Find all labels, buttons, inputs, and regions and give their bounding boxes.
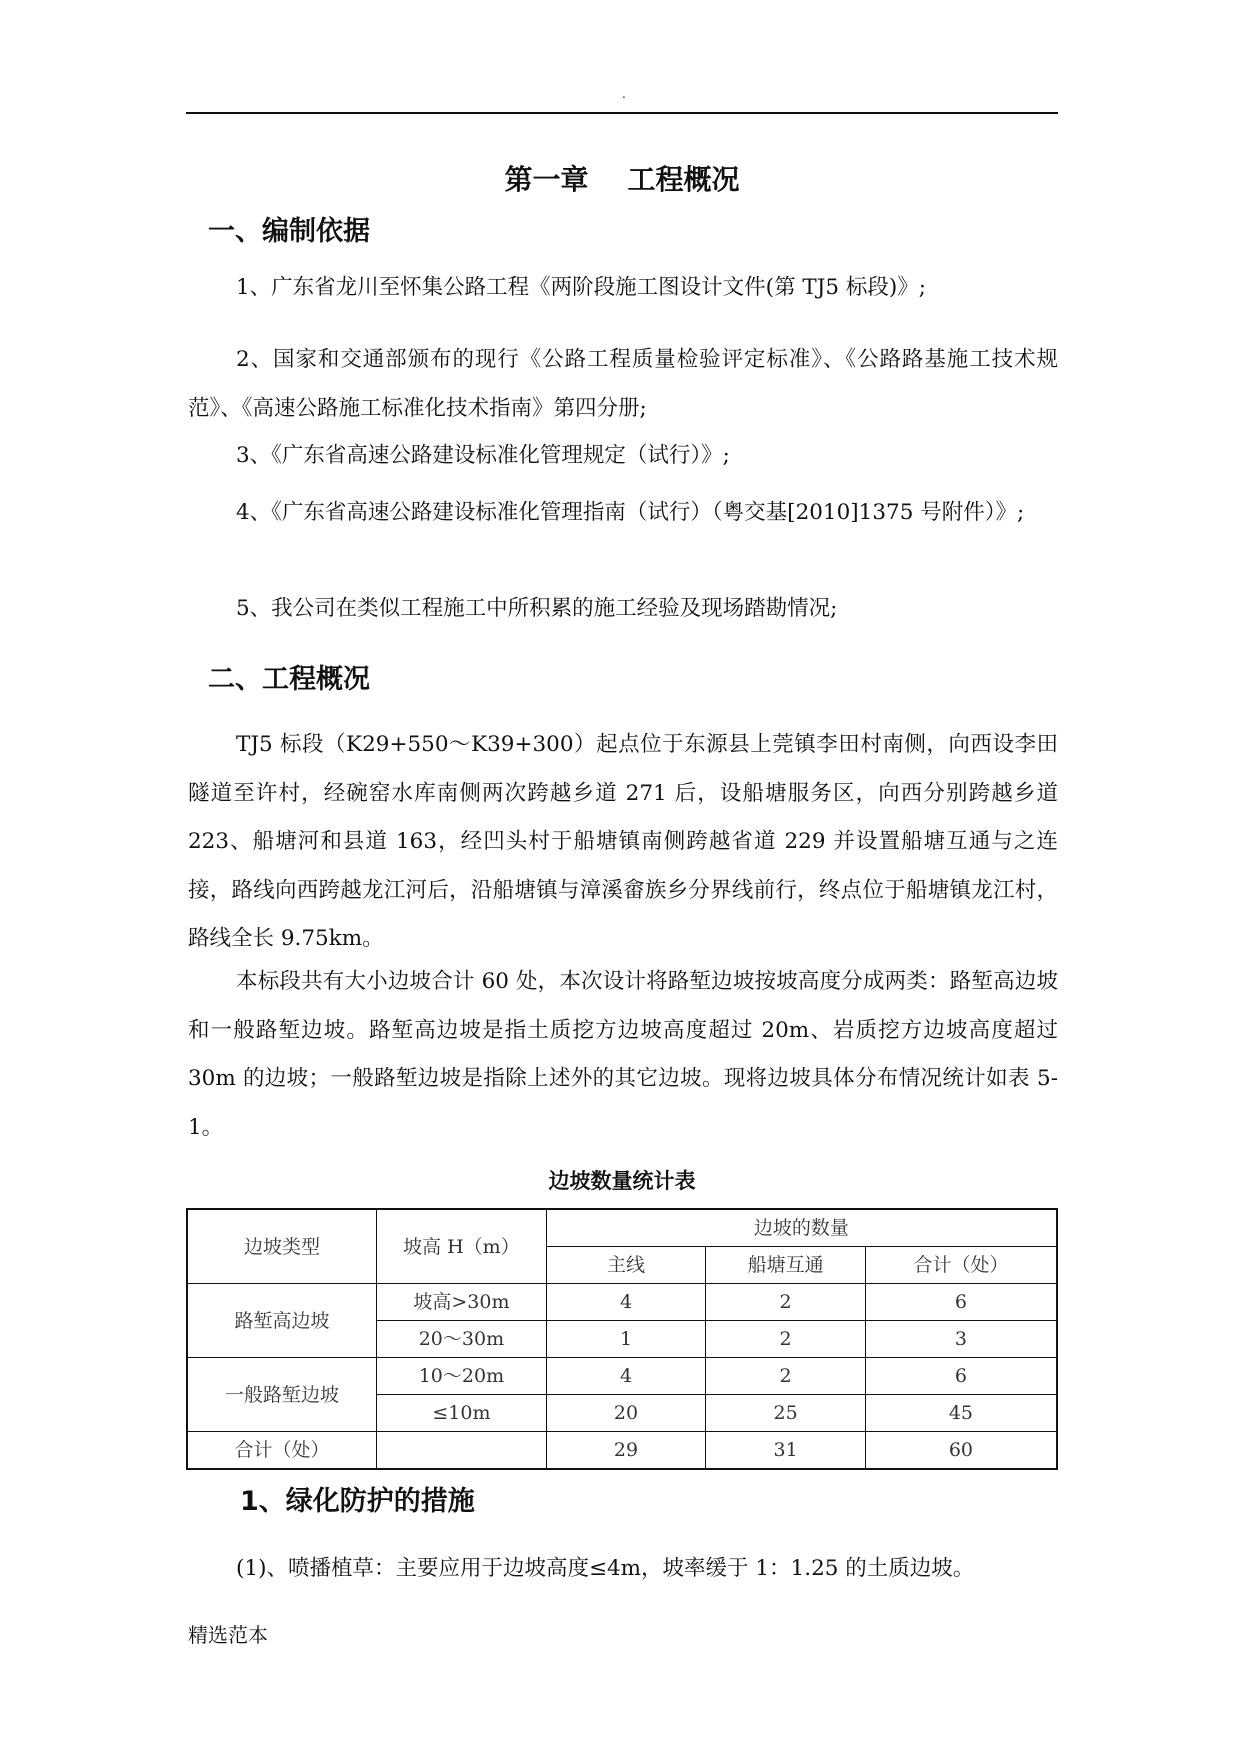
greening-paragraph-1: (1)、喷播植草：主要应用于边坡高度≤4m，坡率缓于 1：1.25 的土质边坡。 (236, 1556, 975, 1581)
chapter-title: 第一章 工程概况 (504, 163, 740, 196)
height-cell: ≤10m (377, 1395, 547, 1432)
table-caption: 边坡数量统计表 (548, 1169, 696, 1193)
header-rule (186, 112, 1058, 114)
height-cell (377, 1432, 547, 1470)
mainline-cell: 29 (546, 1432, 706, 1470)
total-cell: 3 (865, 1321, 1057, 1358)
table-row (187, 1358, 1057, 1395)
basis-item-2: 2、国家和交通部颁布的现行《公路工程质量检验评定标准》、《公路路基施工技术规范》、《高速公路施工标准化技术指南》第四分册; (188, 347, 1058, 421)
total-cell: 45 (865, 1395, 1057, 1432)
section-heading-overview: 二、工程概况 (208, 664, 370, 695)
section-heading-basis: 一、编制依据 (208, 216, 370, 247)
height-cell: 10～20m (377, 1358, 547, 1395)
header-count-group: 边坡的数量 (546, 1209, 1057, 1247)
basis-item-1: 1、广东省龙川至怀集公路工程《两阶段施工图设计文件(第 TJ5 标段)》; (236, 275, 927, 300)
mainline-cell: 4 (546, 1358, 706, 1395)
table-header-row (187, 1209, 1057, 1247)
basis-item-3: 3、《广东省高速公路建设标准化管理规定（试行）》; (236, 443, 730, 468)
subsection-heading-greening: 1、绿化防护的措施 (240, 1486, 475, 1517)
header-total: 合计（处） (865, 1247, 1057, 1284)
group-type-cell: 一般路堑边坡 (187, 1358, 377, 1432)
height-cell: 坡高>30m (377, 1284, 547, 1321)
overview-paragraph-1: TJ5 标段（K29+550～K39+300）起点位于东源县上莞镇李田村南侧，向西设李田隧道至许村，经碗窑水库南侧两次跨越乡道 271 后，设船塘服务区，向西分别跨越乡道 223、船塘河和县道 163，经凹头村于船塘镇南侧跨越省道 229 并设置船塘互通与之连接，路线向西跨越龙江河后，沿船塘镇与漳溪畲族乡分界线前行，终点位于船塘镇龙江村，路线全长 9.75km。 (188, 732, 1058, 951)
basis-item-5: 5、我公司在类似工程施工中所积累的施工经验及现场踏勘情况; (236, 596, 838, 621)
total-cell: 60 (865, 1432, 1057, 1470)
basis-item-4: 4、《广东省高速公路建设标准化管理指南（试行）（粤交基[2010]1375 号附件）》; (236, 500, 1025, 525)
group-type-cell: 路堑高边坡 (187, 1284, 377, 1358)
height-cell: 20～30m (377, 1321, 547, 1358)
header-dot: . (622, 87, 626, 101)
footer-note: 精选范本 (188, 1623, 268, 1647)
interchange-cell: 2 (706, 1284, 866, 1321)
header-mainline: 主线 (546, 1247, 706, 1284)
header-slope-type: 边坡类型 (187, 1209, 377, 1284)
interchange-cell: 25 (706, 1395, 866, 1432)
table-total-row (187, 1432, 1057, 1470)
mainline-cell: 1 (546, 1321, 706, 1358)
interchange-cell: 31 (706, 1432, 866, 1470)
mainline-cell: 4 (546, 1284, 706, 1321)
total-cell: 6 (865, 1358, 1057, 1395)
mainline-cell: 20 (546, 1395, 706, 1432)
total-label-cell: 合计（处） (187, 1432, 377, 1470)
header-interchange: 船塘互通 (706, 1247, 866, 1284)
slope-count-table (186, 1208, 1058, 1470)
total-cell: 6 (865, 1284, 1057, 1321)
interchange-cell: 2 (706, 1358, 866, 1395)
interchange-cell: 2 (706, 1321, 866, 1358)
table-row (187, 1284, 1057, 1321)
overview-paragraph-2: 本标段共有大小边坡合计 60 处，本次设计将路堑边坡按坡高度分成两类：路堑高边坡和一般路堑边坡。路堑高边坡是指土质挖方边坡高度超过 20m、岩质挖方边坡高度超过 30m 的边坡；一般路堑边坡是指除上述外的其它边坡。现将边坡具体分布情况统计如表 5-1。 (188, 969, 1058, 1140)
header-slope-height: 坡高 H（m） (377, 1209, 547, 1284)
